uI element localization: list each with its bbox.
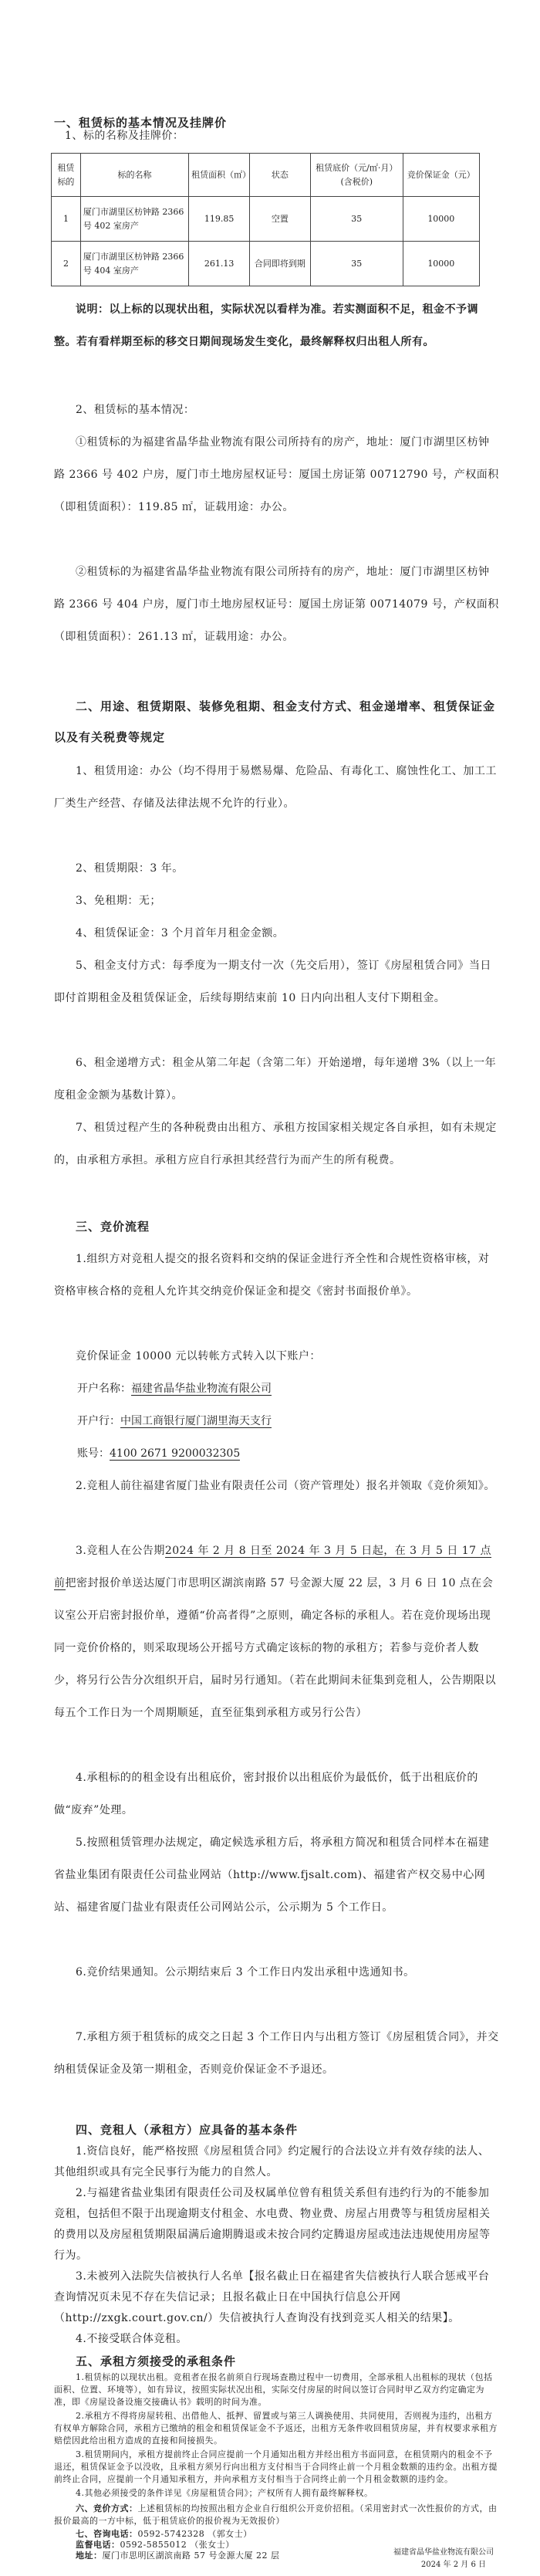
section-3-item-4: 4.承租标的的租金设有出租底价，密封报价以出租底价为最低价，低于出租底价的做“废弃”处理。 [54,1772,478,1816]
section-2-item-4: 4、租赁保证金：3 个月首年月租金金额。 [76,927,285,939]
section-6-text: 上述租赁标的均按照出租方企业自行组织公开竞价招租。（采用密封式一次性报价的方式，由报价最高的一方中标，低于租赁底价的报价视为无效报价） [54,2503,498,2526]
table-cell-name: 厦门市湖里区枋钟路 2366 号 404 室房产 [80,242,188,286]
section-5-item-3: 3.租赁期间内，承租方提前终止合同应提前一个月通知出租方并经出租方书面同意，在租赁期内的租金不予退还，租赁保证金予以没收，且承租方须另行向出租方支付相当于合同终止前一个月租金数额的违约金。出租方提前终止合同，应提前一个月通知承租方，并向承租方支付相当于合同终止前一个月租金数额的违约金。 [54,2449,498,2484]
section-1-sub1: 1、标的名称及挂牌价： [65,130,184,142]
consult-line [76,2529,521,2540]
table-cell-status: 合同即将到期 [250,242,311,286]
property-item-2: ②租赁标的为福建省晶华盐业物流有限公司所持有的房产，地址：厦门市湖里区枋钟路 2366 号 404 户房，厦门市土地房屋权证号：厦国土房证第 00714079 号，产权面积（即租赁面积）：261.13 ㎡，证载用途：办公。 [54,566,499,643]
section-3-item-3-rest: 把密封报价单送达厦门市思明区湖滨南路 57 号金源大厦 22 层，3 月 6 日 10 点在会议室公开启密封报价单，遵循“价高者得”之原则，确定各标的承租人。若在竞价现场出现同一竞价价格的，则采取现场公开摇号方式确定该标的物的承租方；若参与竞价者人数少，将另行公告分次组织开启，届时另行通知。（若在此期间未征集到竞租人，公告期限以每五个工作日为一个周期顺延，直至征集到承租方或另行公告） [54,1577,496,1719]
account-name-value: 福建省晶华盐业物流有限公司 [131,1383,272,1395]
section-6 [54,2503,500,2527]
table-cell-price: 35 [310,242,403,286]
bid-period-dates: 2024 年 2 月 8 日至 2024 年 3 月 5 日起，在 3 月 5 日 17 点前 [54,1545,492,1589]
supervision-label: 监督电话： [76,2540,120,2550]
section-3-item-5: 5.按照租赁管理办法规定，确定候选承租方后，将承租方简况和租赁合同样本在福建省盐业集团有限责任公司盐业网站（http://www.fjsalt.com)、福建省产权交易中心网站、福建省厦门盐业有限责任公司网站公示，公示期为 5 个工作日。 [54,1836,490,1914]
section-5-item-4: 4.其他必须接受的条件详见《房屋租赁合同》；产权所有人拥有最终解释权。 [76,2488,373,2498]
section-2-item-6: 6、租金递增方式：租金从第二年起（含第二年）开始递增，每年递增 3%（以上一年度租金金额为基数计算）。 [54,1057,497,1102]
section-3-item-3-prefix: 3.竞租人在公告期 [76,1545,165,1557]
account-bank-label: 开户行： [77,1415,120,1427]
table-header: 租赁标的 [52,154,81,197]
account-name-label: 开户名称： [77,1383,131,1395]
lease-table [51,153,480,286]
section-2-heading: 二、用途、租赁期限、装修免租期、租金支付方式、租金递增率、租赁保证金以及有关税费等规定 [54,699,496,744]
table-cell-name: 厦门市湖里区枋钟路 2366 号 402 室房产 [80,197,188,242]
account-bank-line [77,1405,272,1437]
table-cell-area: 119.85 [189,197,250,242]
table-header: 租赁底价（元/㎡·月）(含税价) [310,154,403,197]
section-2-item-1: 1、租赁用途：办公（均不得用于易燃易爆、危险品、有毒化工、腐蚀性化工、加工工厂类生产经营、存储及法律法规不允许的行业）。 [54,765,497,810]
section-4-item-2: 2.与福建省盐业集团有限责任公司及权属单位曾有租赁关系但有违约行为的不能参加竞租，包括但不限于出现逾期支付租金、水电费、物业费、房屋占用费等与租赁房屋相关的费用以及房屋租赁期限届满后逾期腾退或未按合同约定腾退房屋或违法违规使用房屋等行为。 [54,2187,491,2262]
section-2-item-7: 7、租赁过程产生的各种税费由出租方、承租方按国家相关规定各自承担，如有未规定的，由承租方承担。承租方应自行承担其经营行为而产生的所有税费。 [54,1122,497,1166]
table-cell-no: 1 [52,197,81,242]
table-cell-area: 261.13 [189,242,250,286]
section-1-heading: 一、租赁标的基本情况及挂牌价 [54,116,228,130]
section-7-heading: 七、咨询电话： [76,2529,138,2539]
section-2-item-3: 3、免租期：无； [76,895,161,907]
account-name-line [77,1373,272,1405]
section-6-heading: 六、竞价方式： [76,2503,138,2513]
address-label: 地址： [76,2551,103,2561]
section-3-item-1: 1.组织方对竞租人提交的报名资料和交纳的保证金进行齐全性和合规性资格审核，对资格审核合格的竞租人允许其交纳竞价保证金和提交《密封书面报价单》。 [54,1253,490,1298]
table-header: 状态 [250,154,311,197]
account-number-label: 账号： [77,1447,110,1460]
supervision-phone: 0592-5855012 （张女士） [120,2540,235,2550]
property-item-1: ①租赁标的为福建省晶华盐业物流有限公司所持有的房产，地址：厦门市湖里区枋钟路 2366 号 402 户房，厦门市土地房屋权证号：厦国土房证第 00712790 号，产权面积（即租赁面积）：119.85 ㎡，证载用途：办公。 [54,436,499,513]
table-cell-status: 空置 [250,197,311,242]
table-row [52,197,480,242]
address-value: 厦门市思明区湖滨南路 57 号金源大厦 22 层 [102,2551,280,2561]
account-number-line [77,1437,240,1470]
table-header: 竞价保证金（元） [403,154,479,197]
deposit-transfer-text: 竞价保证金 10000 元以转帐方式转入以下账户： [76,1350,321,1362]
table-header: 标的名称 [80,154,188,197]
table-cell-deposit: 10000 [403,242,479,286]
section-5-item-2: 2.承租方不得将房屋转租、出借他人、抵押、留置或与第三人调换使用、共同使用，否则视为违约，出租方有权单方解除合同，承租方已缴纳的租金和租赁保证金不予返还，出租方无条件收回租赁房屋，并有权要求承租方赔偿因此给出租方造成的直接和间接损失。 [54,2411,498,2446]
section-4-heading: 四、竞租人（承租方）应具备的基本条件 [76,2123,299,2137]
signature-org: 福建省晶华盐业物流有限公司 [393,2548,494,2557]
section-5-item-1: 1.租赁标的以现状出租。竞租者在报名前须自行现场查勘过程中一切费用，全部承租人出租标的现状（包括面积、位置、环境等），如有异议，按照实际状况出租，实际交付房屋的时间以签订合同时甲乙双方约定确定为准，即《房屋设备设施交接确认书》载明的时间为准。 [54,2372,493,2407]
table-cell-deposit: 10000 [403,197,479,242]
section-3-item-3 [54,1535,500,1729]
account-number-value: 4100 2671 9200032305 [110,1447,241,1460]
section-4-item-1: 1.资信良好，能严格按照《房屋租赁合同》约定履行的合法设立并有效存续的法人、其他组织或具有完全民事行为能力的自然人。 [54,2145,490,2178]
section-1-sub2: 2、租赁标的基本情况： [76,404,195,416]
section-1-note: 说明：以上标的以现状出租，实际状况以看样为准。若实测面积不足，租金不予调整。若有看样期至标的移交日期间现场发生变化，最终解释权归出租人所有。 [54,303,478,348]
table-cell-price: 35 [310,197,403,242]
section-3-item-7: 7.承租方须于租赁标的成交之日起 3 个工作日内与出租方签订《房屋租赁合同》，并交纳租赁保证金及第一期租金，否则竞价保证金不予退还。 [54,2031,499,2076]
account-bank-value: 中国工商银行厦门湖里海天支行 [120,1415,272,1427]
section-4-item-4: 4.不接受联合体竞租。 [76,2333,187,2345]
section-5-heading: 五、承租方须接受的承租条件 [76,2354,237,2368]
section-2-item-5: 5、租金支付方式：每季度为一期支付一次（先交后用），签订《房屋租赁合同》当日即付首期租金及租赁保证金，后续每期结束前 10 日内向出租人支付下期租金。 [54,960,491,1004]
section-4-item-3: 3.未被列入法院失信被执行人名单【报名截止日在福建省失信被执行人联合惩戒平台查询情况页未见不存在失信记录；且报名截止日在中国执行信息公开网（http://zxgk.court.gov.cn/）失信被执行人查询没有找到竞买人相关的结果】。 [54,2270,490,2324]
section-2-item-2: 2、租赁期限：3 年。 [76,862,184,875]
table-row [52,242,480,286]
table-cell-no: 2 [52,242,81,286]
section-3-item-2: 2.竞租人前往福建省厦门盐业有限责任公司（资产管理处）报名并领取《竞价须知》。 [76,1480,495,1492]
consult-phone: 0592-5742328 （郭女士） [137,2529,252,2539]
section-3-heading: 三、竞价流程 [76,1220,150,1234]
signature-date: 2024 年 2 月 6 日 [420,2561,486,2569]
section-3-item-6: 6.竞价结果通知。公示期结束后 3 个工作日内发出承租中选通知书。 [76,1966,415,1979]
table-header: 租赁面积（㎡） [189,154,250,197]
table-header-row [52,154,480,197]
